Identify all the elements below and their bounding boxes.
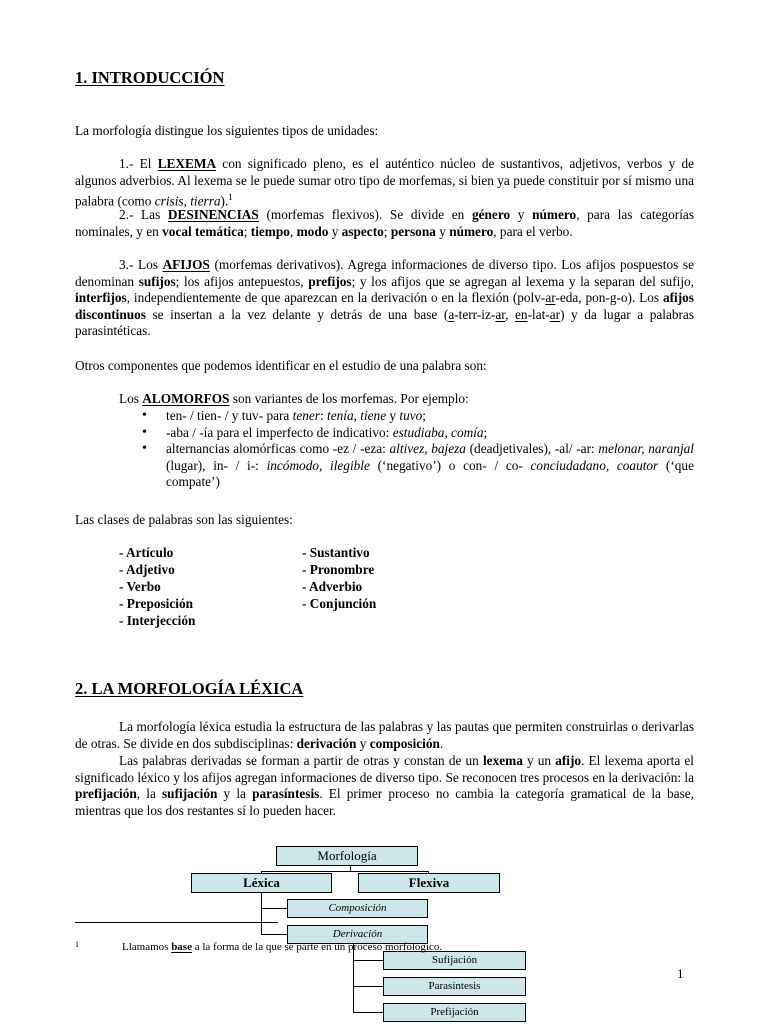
connector-line xyxy=(353,960,383,961)
node-composicion: Composición xyxy=(287,899,428,918)
connector-line xyxy=(261,908,287,909)
clase-conjuncion: - Conjunción xyxy=(302,596,377,611)
node-morfologia: Morfología xyxy=(276,846,418,866)
intro-text: La morfología distingue los siguientes tipos de unidades: xyxy=(75,123,379,138)
others-text: Otros componentes que podemos identificar en el estudio de una palabra son: xyxy=(75,358,487,373)
node-sufijacion: Sufijación xyxy=(383,951,526,970)
node-flexiva: Flexiva xyxy=(358,873,500,893)
alomorfos-intro: Los ALOMORFOS son variantes de los morfemas. Por ejemplo: xyxy=(119,391,469,406)
alomorfos-list xyxy=(118,408,694,491)
footnote-ref: 1 xyxy=(228,192,233,202)
node-derivacion: Derivación xyxy=(287,925,428,944)
list-item: • -aba / -ía para el imperfecto de indicativo: estudiaba, comía; xyxy=(118,425,694,442)
clase-adjetivo: - Adjetivo xyxy=(119,562,175,577)
clases-intro: Las clases de palabras son las siguientes: xyxy=(75,512,293,527)
connector-line xyxy=(261,934,287,935)
paragraph-morfologia-lexica: La morfología léxica estudia la estructura de las palabras y las pautas que permiten construirlas o derivarlas de otras. Se divide en dos subdisciplinas: derivación y composición. xyxy=(75,719,694,751)
footnote-text: Llamamos base a la forma de la que se parte en un proceso morfológico. xyxy=(122,941,443,953)
connector-line xyxy=(353,1012,383,1013)
connector-line xyxy=(353,986,383,987)
clase-verbo: - Verbo xyxy=(119,579,161,594)
paragraph-derivadas: Las palabras derivadas se forman a partir de otras y constan de un lexema y un afijo. El lexema aporta el significado léxico y los afijos agregan informaciones de diverso tipo. Se reconocen tres procesos en la derivación: la prefijación, la sufijación y la parasíntesis. El primer proceso no cambia la categoría gramatical de la base, mientras que los dos restantes sí lo pueden hacer. xyxy=(75,753,694,818)
item-desinencias: 2.- Las DESINENCIAS (morfemas flexivos). Se divide en género y número, para las categorías nominales, y en vocal temática; tiempo, modo y aspecto; persona y número, para el verbo. xyxy=(75,207,695,239)
item-afijos: 3.- Los AFIJOS (morfemas derivativos). Agrega informaciones de diverso tipo. Los afijos pospuestos se denominan sufijos; los afijos antepuestos, prefijos; y los afijos que se agregan al lexema y la separan del sufijo, interfijos, independientemente de que aparezcan en la derivación o en la flexión (polv-ar-eda, pon-g-o). Los afijos discontinuos se insertan a la vez delante y detrás de una base (a-terr-iz-ar, en-lat-ar) y da lugar a palabras parasintéticas. xyxy=(75,257,694,338)
section-2-title: 2. LA MORFOLOGÍA LÉXICA xyxy=(75,679,304,698)
list-item: • ten- / tien- / y tuv- para tener: tenía, tiene y tuvo; xyxy=(118,408,694,425)
section-1-title: 1. INTRODUCCIÓN xyxy=(75,68,225,87)
clase-preposicion: - Preposición xyxy=(119,596,193,611)
clase-pronombre: - Pronombre xyxy=(302,562,375,577)
clase-adverbio: - Adverbio xyxy=(302,579,363,594)
clase-articulo: - Artículo xyxy=(119,545,174,560)
connector-line xyxy=(261,871,429,872)
node-prefijacion: Prefijación xyxy=(383,1003,526,1022)
node-lexica: Léxica xyxy=(191,873,332,893)
clase-interjeccion: - Interjección xyxy=(119,613,196,628)
item-lexema: 1.- El LEXEMA con significado pleno, es el auténtico núcleo de sustantivos, adjetivos, verbos y de algunos adverbios. Al lexema se le puede sumar otro tipo de morfemas, si bien ya puede constituir por sí mismo una palabra (como crisis, tierra).$^1$ xyxy=(75,156,694,209)
connector-line xyxy=(261,892,262,935)
page-number: 1 xyxy=(677,966,684,981)
footnote-separator xyxy=(75,922,278,923)
clase-sustantivo: - Sustantivo xyxy=(302,545,370,560)
footnote-number: 1 xyxy=(75,940,79,949)
node-parasintesis: Parasíntesis xyxy=(383,977,526,996)
list-item: • alternancias alomórficas como -ez / -eza: altivez, bajeza (deadjetivales), -al/ -ar: melonar, naranjal (lugar), in- / i-: incómodo, ilegible (‘negativo’) o con- / co- conciudadano, coautor (‘que compate’) xyxy=(118,441,694,491)
